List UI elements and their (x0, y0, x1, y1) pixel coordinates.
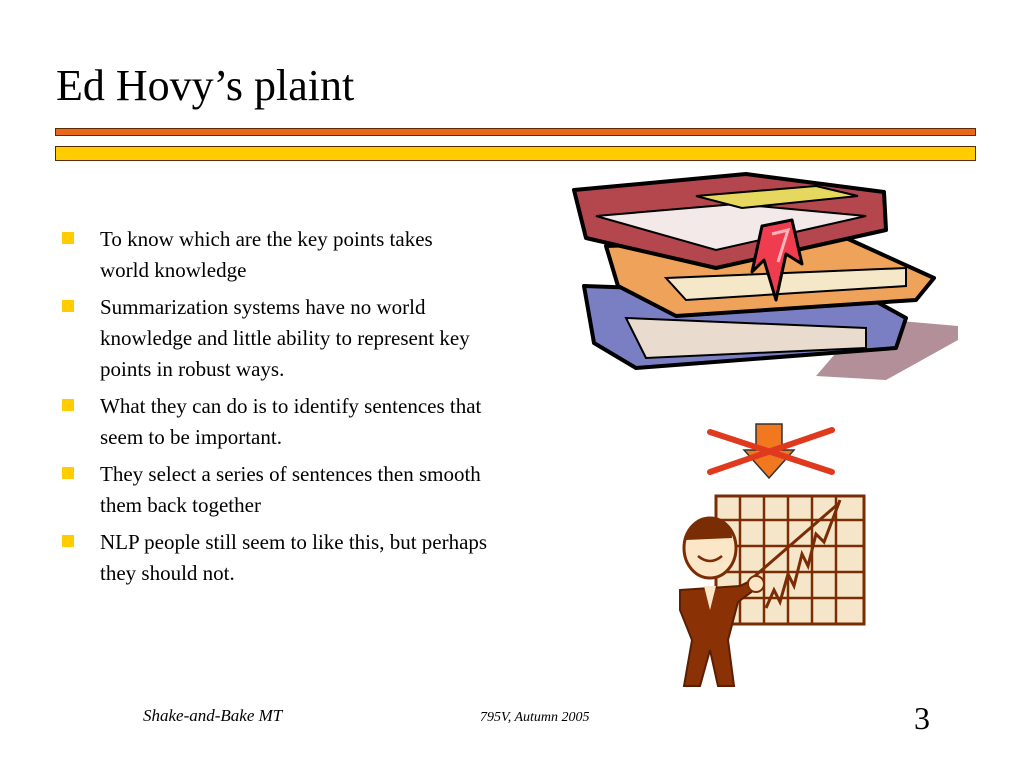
title-rule-yellow (55, 146, 976, 161)
bullet-item (62, 224, 465, 286)
page-number: 3 (914, 700, 930, 736)
bullet-marker (62, 399, 74, 411)
bullet-list (62, 224, 502, 595)
bullet-marker (62, 300, 74, 312)
bullet-text: They select a series of sentences then smooth them back together (100, 462, 481, 517)
slide-title: Ed Hovy’s plaint (56, 61, 355, 110)
bullet-marker (62, 232, 74, 244)
bullet-item (62, 391, 510, 453)
bullet-text: NLP people still seem to like this, but perhaps they should not. (100, 530, 488, 585)
presenter-chart-clipart (670, 490, 870, 690)
bullet-item (62, 459, 525, 521)
bullet-item (62, 292, 502, 385)
bullet-text: Summarization systems have no world knowledge and little ability to represent key points in robust ways. (100, 295, 470, 381)
bullet-text: To know which are the key points takes world knowledge (100, 227, 433, 282)
bullet-text: What they can do is to identify sentences that seem to be important. (100, 394, 482, 449)
books-clipart (566, 168, 968, 386)
footer-title: Shake-and-Bake MT (143, 706, 283, 725)
footer-course: 795V, Autumn 2005 (480, 710, 590, 725)
bullet-item (62, 527, 525, 589)
bullet-marker (62, 535, 74, 547)
title-rule-orange (55, 128, 976, 136)
bullet-marker (62, 467, 74, 479)
crossed-down-arrow-icon (700, 420, 840, 482)
